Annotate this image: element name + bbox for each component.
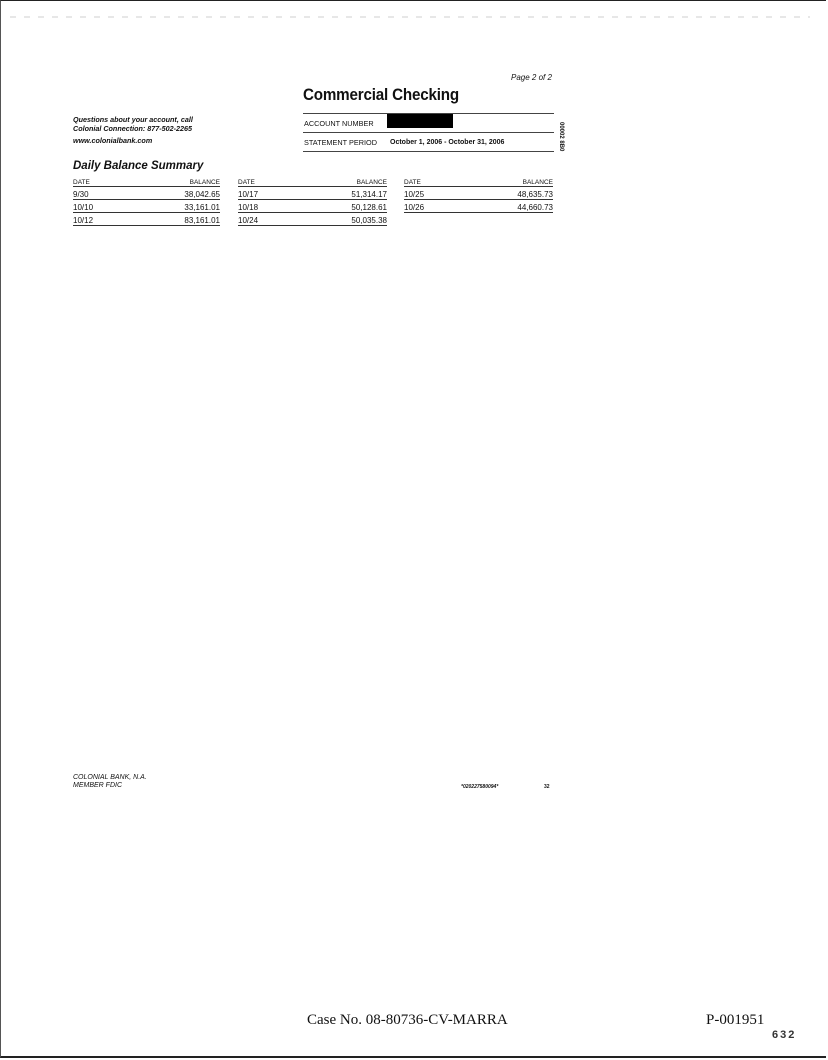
contact-line-2: Colonial Connection: 877-502-2265	[73, 123, 193, 133]
statement-period-label: STATEMENT PERIOD	[304, 137, 377, 147]
balance-row	[73, 200, 220, 213]
bank-name: COLONIAL BANK, N.A.	[73, 774, 147, 781]
bates-number: P-001951	[706, 1012, 765, 1028]
balance-row	[238, 213, 387, 226]
page-stamp: 632	[772, 1029, 797, 1041]
column-header	[73, 177, 220, 187]
micr-number: 32	[544, 784, 550, 790]
balance-header: BALANCE	[522, 179, 553, 186]
balance-date: 10/18	[238, 203, 259, 212]
account-number-row	[303, 113, 554, 133]
balance-row	[238, 200, 387, 213]
balance-header: BALANCE	[356, 179, 387, 186]
case-number: Case No. 08-80736-CV-MARRA	[307, 1012, 508, 1028]
column-header	[238, 177, 387, 187]
balance-row	[404, 200, 553, 213]
date-header: DATE	[73, 179, 90, 186]
balance-date: 10/26	[404, 203, 425, 212]
balance-column-3	[404, 177, 553, 213]
page-indicator: Page 2 of 2	[511, 73, 552, 82]
fdic-notice: MEMBER FDIC	[73, 782, 122, 789]
date-header: DATE	[404, 179, 421, 186]
balance-date: 10/12	[73, 216, 94, 225]
balance-amount: 48,635.73	[517, 190, 553, 199]
account-info-box	[303, 113, 554, 152]
balance-column-2	[238, 177, 387, 226]
balance-date: 10/24	[238, 216, 259, 225]
balance-amount: 50,128.61	[351, 203, 387, 212]
balance-row	[73, 213, 220, 226]
daily-balance-title: Daily Balance Summary	[73, 160, 204, 172]
date-header: DATE	[238, 179, 255, 186]
balance-amount: 44,660.73	[517, 203, 553, 212]
side-code: 00002 8B0	[558, 122, 564, 152]
statement-period-row	[303, 133, 554, 152]
balance-amount: 51,314.17	[351, 190, 387, 199]
contact-line-1: Questions about your account, call	[73, 115, 193, 124]
balance-amount: 50,035.38	[351, 216, 387, 225]
redacted-account-number	[387, 114, 453, 128]
scan-artifact	[10, 16, 810, 18]
account-number-label: ACCOUNT NUMBER	[304, 118, 374, 128]
balance-date: 9/30	[73, 190, 89, 199]
balance-amount: 83,161.01	[184, 216, 220, 225]
bank-footer	[73, 774, 147, 790]
statement-title: Commercial Checking	[303, 86, 459, 104]
balance-amount: 33,161.01	[184, 203, 220, 212]
bank-website: www.colonialbank.com	[73, 136, 153, 145]
micr-code: *020227580094*	[461, 784, 499, 790]
statement-period-value: October 1, 2006 - October 31, 2006	[390, 138, 505, 146]
balance-date: 10/17	[238, 190, 259, 199]
balance-row	[404, 187, 553, 200]
balance-row	[73, 187, 220, 200]
balance-header: BALANCE	[189, 179, 220, 186]
contact-info	[73, 116, 193, 133]
column-header	[404, 177, 553, 187]
balance-date: 10/10	[73, 203, 94, 212]
balance-row	[238, 187, 387, 200]
balance-column-1	[73, 177, 220, 226]
balance-amount: 38,042.65	[184, 190, 220, 199]
balance-date: 10/25	[404, 190, 425, 199]
